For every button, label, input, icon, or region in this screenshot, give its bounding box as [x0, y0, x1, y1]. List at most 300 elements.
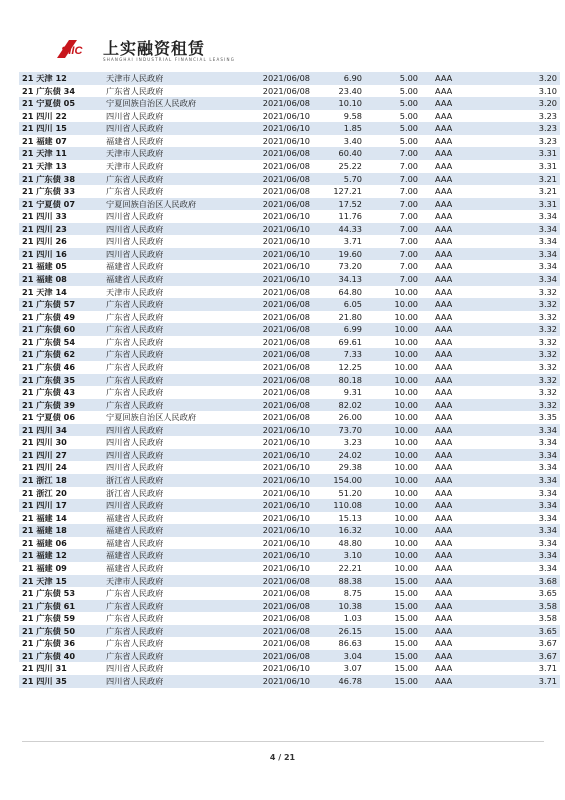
coupon-rate-cell: 3.34 [484, 474, 560, 487]
bond-name-cell: 21 福建 14 [22, 512, 67, 523]
issue-amount-cell: 9.58 [343, 110, 362, 121]
table-row [19, 348, 560, 361]
issue-date-cell: 2021/06/10 [262, 663, 310, 674]
issuer-cell: 广东省人民政府 [106, 613, 164, 624]
coupon-rate-cell: 3.32 [484, 323, 560, 336]
issue-amount-cell: 6.05 [313, 298, 365, 311]
table-body [19, 72, 560, 688]
table-row [19, 323, 560, 336]
bond-name-cell: 21 四川 24 [22, 462, 67, 473]
bond-name-cell: 21 四川 35 [19, 675, 103, 688]
bond-name-cell: 21 天津 12 [19, 72, 103, 85]
issuer-cell: 福建省人民政府 [106, 512, 164, 523]
rating-cell: AAA [435, 211, 453, 222]
coupon-rate-cell: 3.71 [538, 663, 557, 674]
rating-cell: AAA [435, 562, 453, 573]
issue-amount-cell: 73.70 [313, 424, 365, 437]
table-row [19, 198, 560, 211]
bond-name-cell: 21 天津 13 [22, 160, 67, 171]
issue-amount-cell: 24.02 [313, 449, 365, 462]
term-years-cell: 7.00 [365, 198, 421, 211]
issue-date-cell: 2021/06/08 [229, 72, 313, 85]
bond-issuance-table [19, 72, 560, 688]
issue-amount-cell: 48.80 [338, 537, 362, 548]
issue-date-cell: 2021/06/10 [262, 261, 310, 272]
coupon-rate-cell: 3.32 [484, 374, 560, 387]
issuer-cell: 宁夏回族自治区人民政府 [103, 97, 229, 110]
issuer-cell: 四川省人民政府 [103, 675, 229, 688]
svg-text:SIIC: SIIC [61, 45, 83, 57]
bond-name-cell: 21 广东债 36 [22, 638, 76, 649]
issuer-cell: 广东省人民政府 [103, 348, 229, 361]
table-row [19, 85, 560, 98]
issue-date-cell: 2021/06/10 [262, 135, 310, 146]
issue-amount-cell: 73.20 [338, 261, 362, 272]
table-row [19, 625, 560, 638]
rating-cell: AAA [421, 298, 484, 311]
coupon-rate-cell: 3.34 [538, 487, 557, 498]
issue-amount-cell: 46.78 [313, 675, 365, 688]
issuer-cell: 广东省人民政府 [103, 600, 229, 613]
coupon-rate-cell: 3.34 [538, 462, 557, 473]
term-years-cell: 15.00 [365, 575, 421, 588]
table-row [19, 512, 560, 525]
issuer-cell: 广东省人民政府 [103, 374, 229, 387]
table-row [19, 436, 560, 449]
issue-amount-cell: 3.71 [343, 236, 362, 247]
term-years-cell: 7.00 [399, 160, 418, 171]
coupon-rate-cell: 3.34 [538, 236, 557, 247]
issue-amount-cell: 26.00 [338, 412, 362, 423]
issue-date-cell: 2021/06/10 [229, 474, 313, 487]
issue-amount-cell: 26.15 [313, 625, 365, 638]
bond-name-cell: 21 宁夏债 05 [19, 97, 103, 110]
issue-date-cell: 2021/06/10 [262, 537, 310, 548]
rating-cell: AAA [435, 261, 453, 272]
coupon-rate-cell: 3.67 [538, 638, 557, 649]
term-years-cell: 5.00 [365, 72, 421, 85]
issuer-cell: 福建省人民政府 [106, 135, 164, 146]
bond-name-cell: 21 福建 06 [22, 537, 67, 548]
issue-date-cell: 2021/06/08 [229, 348, 313, 361]
coupon-rate-cell: 3.34 [538, 562, 557, 573]
page-number: 4 / 21 [269, 753, 296, 762]
coupon-rate-cell: 3.32 [538, 387, 557, 398]
issue-date-cell: 2021/06/10 [229, 499, 313, 512]
issue-date-cell: 2021/06/08 [229, 173, 313, 186]
table-row [19, 374, 560, 387]
bond-name-cell: 21 天津 11 [19, 147, 103, 160]
siic-logo-icon [55, 38, 95, 60]
coupon-rate-cell: 3.32 [538, 286, 557, 297]
issue-date-cell: 2021/06/08 [229, 323, 313, 336]
coupon-rate-cell: 3.34 [538, 437, 557, 448]
bond-name-cell: 21 四川 30 [22, 437, 67, 448]
table-row [19, 575, 560, 588]
issue-date-cell: 2021/06/08 [262, 588, 310, 599]
table-row [19, 650, 560, 663]
issue-amount-cell: 17.52 [313, 198, 365, 211]
bond-name-cell: 21 四川 15 [19, 122, 103, 135]
table-row [19, 223, 560, 236]
rating-cell: AAA [421, 97, 484, 110]
bond-name-cell: 21 广东债 50 [19, 625, 103, 638]
coupon-rate-cell: 3.31 [484, 198, 560, 211]
coupon-rate-cell: 3.32 [538, 311, 557, 322]
coupon-rate-cell: 3.32 [538, 336, 557, 347]
issuer-cell: 广东省人民政府 [106, 387, 164, 398]
rating-cell: AAA [421, 650, 484, 663]
bond-name-cell: 21 广东债 46 [22, 361, 76, 372]
term-years-cell: 15.00 [394, 613, 418, 624]
bond-name-cell: 21 广东债 39 [19, 399, 103, 412]
issue-date-cell: 2021/06/10 [262, 211, 310, 222]
issue-amount-cell: 80.18 [313, 374, 365, 387]
coupon-rate-cell: 3.65 [484, 625, 560, 638]
rating-cell: AAA [435, 537, 453, 548]
bond-name-cell: 21 四川 27 [19, 449, 103, 462]
company-name: 上实融资租赁 [103, 39, 206, 58]
table-row [19, 424, 560, 437]
issuer-cell: 广东省人民政府 [103, 298, 229, 311]
rating-cell: AAA [435, 361, 453, 372]
rating-cell: AAA [435, 286, 453, 297]
rating-cell: AAA [421, 449, 484, 462]
issuer-cell: 宁夏回族自治区人民政府 [106, 412, 197, 423]
coupon-rate-cell: 3.32 [484, 399, 560, 412]
issue-date-cell: 2021/06/08 [229, 650, 313, 663]
issue-amount-cell: 44.33 [313, 223, 365, 236]
coupon-rate-cell: 3.34 [484, 449, 560, 462]
issue-amount-cell: 29.38 [338, 462, 362, 473]
rating-cell: AAA [421, 499, 484, 512]
bond-name-cell: 21 浙江 20 [22, 487, 67, 498]
term-years-cell: 15.00 [365, 600, 421, 613]
rating-cell: AAA [421, 625, 484, 638]
bond-name-cell: 21 四川 23 [19, 223, 103, 236]
rating-cell: AAA [421, 198, 484, 211]
coupon-rate-cell: 3.34 [484, 223, 560, 236]
issue-date-cell: 2021/06/10 [229, 449, 313, 462]
coupon-rate-cell: 3.34 [538, 537, 557, 548]
bond-name-cell: 21 福建 05 [22, 261, 67, 272]
rating-cell: AAA [421, 524, 484, 537]
issue-amount-cell: 1.85 [313, 122, 365, 135]
issuer-cell: 广东省人民政府 [106, 588, 164, 599]
bond-name-cell: 21 四川 34 [19, 424, 103, 437]
term-years-cell: 10.00 [394, 562, 418, 573]
table-row [19, 474, 560, 487]
issue-amount-cell: 3.10 [313, 549, 365, 562]
issuer-cell: 广东省人民政府 [103, 173, 229, 186]
term-years-cell: 15.00 [394, 663, 418, 674]
table-row [19, 298, 560, 311]
coupon-rate-cell: 3.34 [538, 211, 557, 222]
issuer-cell: 天津市人民政府 [106, 160, 164, 171]
rating-cell: AAA [421, 348, 484, 361]
coupon-rate-cell: 3.34 [484, 549, 560, 562]
issuer-cell: 福建省人民政府 [106, 562, 164, 573]
term-years-cell: 10.00 [394, 512, 418, 523]
issue-amount-cell: 9.31 [343, 387, 362, 398]
issue-date-cell: 2021/06/08 [229, 198, 313, 211]
issue-date-cell: 2021/06/10 [262, 110, 310, 121]
issuer-cell: 四川省人民政府 [106, 437, 164, 448]
coupon-rate-cell: 3.34 [484, 524, 560, 537]
term-years-cell: 15.00 [394, 638, 418, 649]
issue-amount-cell: 34.13 [313, 273, 365, 286]
term-years-cell: 10.00 [394, 387, 418, 398]
issue-date-cell: 2021/06/08 [229, 600, 313, 613]
rating-cell: AAA [421, 399, 484, 412]
issuer-cell: 四川省人民政府 [103, 499, 229, 512]
term-years-cell: 5.00 [365, 97, 421, 110]
issuer-cell: 天津市人民政府 [103, 575, 229, 588]
term-years-cell: 7.00 [399, 186, 418, 197]
issuer-cell: 福建省人民政府 [103, 549, 229, 562]
term-years-cell: 5.00 [365, 122, 421, 135]
table-row [19, 336, 560, 349]
coupon-rate-cell: 3.58 [484, 600, 560, 613]
table-row [19, 361, 560, 374]
issuer-cell: 四川省人民政府 [103, 449, 229, 462]
table-row [19, 637, 560, 650]
issue-amount-cell: 3.23 [343, 437, 362, 448]
bond-name-cell: 21 广东债 35 [19, 374, 103, 387]
rating-cell: AAA [435, 186, 453, 197]
issue-date-cell: 2021/06/08 [262, 311, 310, 322]
coupon-rate-cell: 3.34 [484, 499, 560, 512]
coupon-rate-cell: 3.65 [538, 588, 557, 599]
coupon-rate-cell: 3.32 [484, 298, 560, 311]
issuer-cell: 广东省人民政府 [106, 336, 164, 347]
table-row [19, 461, 560, 474]
issue-date-cell: 2021/06/08 [229, 374, 313, 387]
table-row [19, 147, 560, 160]
term-years-cell: 10.00 [365, 374, 421, 387]
bond-name-cell: 21 广东债 40 [19, 650, 103, 663]
coupon-rate-cell: 3.32 [484, 348, 560, 361]
bond-name-cell: 21 四川 17 [19, 499, 103, 512]
table-row [19, 549, 560, 562]
table-row [19, 173, 560, 186]
bond-name-cell: 21 广东债 49 [22, 311, 76, 322]
bond-name-cell: 21 天津 14 [22, 286, 67, 297]
issue-amount-cell: 7.33 [313, 348, 365, 361]
rating-cell: AAA [435, 588, 453, 599]
table-row [19, 449, 560, 462]
rating-cell: AAA [435, 462, 453, 473]
rating-cell: AAA [421, 72, 484, 85]
rating-cell: AAA [435, 311, 453, 322]
term-years-cell: 10.00 [365, 549, 421, 562]
bond-name-cell: 21 广东债 53 [22, 588, 76, 599]
issue-amount-cell: 51.20 [338, 487, 362, 498]
issuer-cell: 四川省人民政府 [103, 223, 229, 236]
table-row [19, 248, 560, 261]
term-years-cell: 7.00 [365, 273, 421, 286]
table-row [19, 675, 560, 688]
rating-cell: AAA [421, 575, 484, 588]
issue-date-cell: 2021/06/08 [262, 412, 310, 423]
issue-amount-cell: 88.38 [313, 575, 365, 588]
issue-date-cell: 2021/06/08 [229, 147, 313, 160]
rating-cell: AAA [435, 437, 453, 448]
rating-cell: AAA [435, 487, 453, 498]
issue-amount-cell: 10.10 [313, 97, 365, 110]
bond-name-cell: 21 福建 18 [19, 524, 103, 537]
issue-amount-cell: 23.40 [338, 85, 362, 96]
coupon-rate-cell: 3.31 [538, 160, 557, 171]
bond-name-cell: 21 四川 33 [22, 211, 67, 222]
issue-amount-cell: 3.04 [313, 650, 365, 663]
table-row [19, 399, 560, 412]
issue-amount-cell: 5.70 [313, 173, 365, 186]
bond-name-cell: 21 浙江 18 [19, 474, 103, 487]
table-row [19, 537, 560, 550]
coupon-rate-cell: 3.21 [484, 173, 560, 186]
term-years-cell: 10.00 [365, 298, 421, 311]
rating-cell: AAA [435, 512, 453, 523]
rating-cell: AAA [435, 387, 453, 398]
term-years-cell: 10.00 [394, 412, 418, 423]
issuer-cell: 天津市人民政府 [103, 72, 229, 85]
term-years-cell: 10.00 [394, 286, 418, 297]
issue-date-cell: 2021/06/10 [262, 236, 310, 247]
issue-amount-cell: 19.60 [313, 248, 365, 261]
term-years-cell: 10.00 [365, 424, 421, 437]
issue-date-cell: 2021/06/08 [229, 97, 313, 110]
bond-name-cell: 21 广东债 43 [22, 387, 76, 398]
issue-amount-cell: 11.76 [338, 211, 362, 222]
table-row [19, 235, 560, 248]
bond-name-cell: 21 福建 07 [22, 135, 67, 146]
rating-cell: AAA [435, 663, 453, 674]
footer-divider [22, 741, 544, 742]
issuer-cell: 广东省人民政府 [106, 361, 164, 372]
bond-name-cell: 21 福建 12 [19, 549, 103, 562]
issuer-cell: 四川省人民政府 [103, 424, 229, 437]
term-years-cell: 10.00 [365, 524, 421, 537]
term-years-cell: 10.00 [365, 449, 421, 462]
issue-amount-cell: 8.75 [343, 588, 362, 599]
rating-cell: AAA [421, 474, 484, 487]
bond-name-cell: 21 广东债 62 [19, 348, 103, 361]
term-years-cell: 5.00 [399, 85, 418, 96]
table-row [19, 662, 560, 675]
issue-amount-cell: 6.99 [313, 323, 365, 336]
rating-cell: AAA [421, 223, 484, 236]
coupon-rate-cell: 3.10 [538, 85, 557, 96]
term-years-cell: 10.00 [394, 462, 418, 473]
issue-amount-cell: 22.21 [338, 562, 362, 573]
rating-cell: AAA [435, 110, 453, 121]
rating-cell: AAA [435, 236, 453, 247]
issue-amount-cell: 82.02 [313, 399, 365, 412]
issue-date-cell: 2021/06/10 [229, 122, 313, 135]
issue-date-cell: 2021/06/10 [262, 487, 310, 498]
table-row [19, 110, 560, 123]
rating-cell: AAA [435, 135, 453, 146]
issuer-cell: 福建省人民政府 [106, 537, 164, 548]
term-years-cell: 10.00 [365, 499, 421, 512]
rating-cell: AAA [435, 613, 453, 624]
term-years-cell: 10.00 [394, 437, 418, 448]
bond-name-cell: 21 广东债 60 [19, 323, 103, 336]
table-row [19, 587, 560, 600]
issuer-cell: 四川省人民政府 [106, 110, 164, 121]
issue-amount-cell: 60.40 [313, 147, 365, 160]
term-years-cell: 7.00 [365, 173, 421, 186]
rating-cell: AAA [435, 160, 453, 171]
company-english-name: SHANGHAI INDUSTRIAL FINANCIAL LEASING [103, 57, 236, 62]
table-row [19, 160, 560, 173]
issue-date-cell: 2021/06/08 [262, 613, 310, 624]
term-years-cell: 10.00 [394, 311, 418, 322]
issue-date-cell: 2021/06/10 [229, 524, 313, 537]
table-row [19, 524, 560, 537]
bond-name-cell: 21 宁夏债 07 [19, 198, 103, 211]
issue-amount-cell: 21.80 [338, 311, 362, 322]
term-years-cell: 7.00 [399, 236, 418, 247]
term-years-cell: 5.00 [399, 110, 418, 121]
issue-date-cell: 2021/06/10 [229, 549, 313, 562]
issue-amount-cell: 10.38 [313, 600, 365, 613]
issuer-cell: 福建省人民政府 [103, 273, 229, 286]
coupon-rate-cell: 3.21 [538, 186, 557, 197]
table-row [19, 286, 560, 299]
bond-name-cell: 21 四川 16 [19, 248, 103, 261]
rating-cell: AAA [421, 147, 484, 160]
rating-cell: AAA [421, 323, 484, 336]
coupon-rate-cell: 3.32 [538, 361, 557, 372]
issue-amount-cell: 12.25 [338, 361, 362, 372]
term-years-cell: 10.00 [394, 361, 418, 372]
rating-cell: AAA [421, 273, 484, 286]
term-years-cell: 10.00 [365, 323, 421, 336]
table-row [19, 97, 560, 110]
coupon-rate-cell: 3.34 [484, 424, 560, 437]
issue-date-cell: 2021/06/10 [262, 437, 310, 448]
coupon-rate-cell: 3.23 [484, 122, 560, 135]
rating-cell: AAA [421, 675, 484, 688]
bond-name-cell: 21 天津 15 [19, 575, 103, 588]
table-row [19, 122, 560, 135]
term-years-cell: 7.00 [365, 147, 421, 160]
term-years-cell: 10.00 [394, 487, 418, 498]
table-row [19, 386, 560, 399]
issue-amount-cell: 15.13 [338, 512, 362, 523]
table-row [19, 311, 560, 324]
issue-date-cell: 2021/06/10 [262, 512, 310, 523]
bond-name-cell: 21 广东债 34 [22, 85, 76, 96]
coupon-rate-cell: 3.23 [538, 135, 557, 146]
term-years-cell: 5.00 [399, 135, 418, 146]
rating-cell: AAA [421, 549, 484, 562]
rating-cell: AAA [421, 122, 484, 135]
term-years-cell: 10.00 [365, 399, 421, 412]
term-years-cell: 10.00 [365, 348, 421, 361]
bond-name-cell: 21 广东债 38 [19, 173, 103, 186]
issuer-cell: 天津市人民政府 [106, 286, 164, 297]
bond-name-cell: 21 四川 26 [22, 236, 67, 247]
term-years-cell: 10.00 [394, 336, 418, 347]
rating-cell: AAA [421, 374, 484, 387]
issue-amount-cell: 86.63 [338, 638, 362, 649]
table-row [19, 273, 560, 286]
issue-date-cell: 2021/06/08 [262, 336, 310, 347]
issue-date-cell: 2021/06/10 [262, 562, 310, 573]
